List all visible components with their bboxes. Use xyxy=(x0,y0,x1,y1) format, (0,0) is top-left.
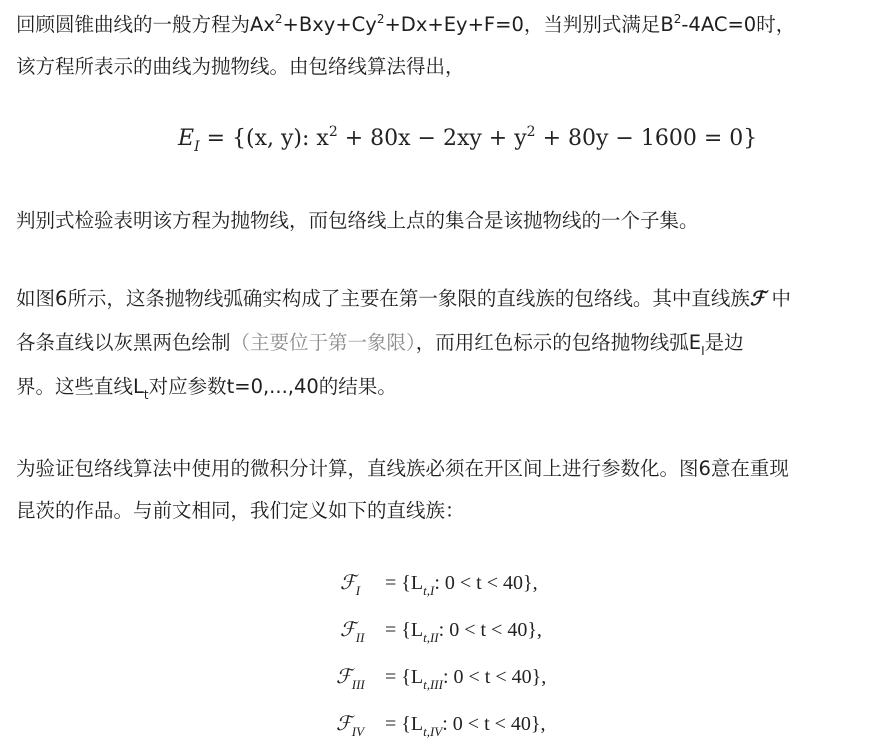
superscript: 2 xyxy=(274,12,283,26)
gray-annotation: （主要位于第一象限） xyxy=(230,331,416,354)
equation-lhs-sub: I xyxy=(194,139,200,155)
family-definition-1 xyxy=(340,570,538,598)
paragraph-3-line-3 xyxy=(16,372,397,404)
equation-part: = {(x, y): x xyxy=(199,126,329,151)
family-sub: III xyxy=(351,677,365,692)
family-body-sub: t,III xyxy=(423,677,443,692)
family-symbol: ℱ xyxy=(340,617,356,641)
text-segment: 判别式检验表明该方程为抛物线，而包络线上点的集合是该抛物线的一个子集。 xyxy=(16,209,699,232)
text-segment: 为验证包络线算法中使用的微积分计算，直线族必须在开区间上进行参数化。图6意在重现 xyxy=(16,457,789,480)
text-segment: ，而用红色标示的包络抛物线弧E xyxy=(415,331,702,354)
text-segment: -4AC=0时， xyxy=(681,13,796,36)
text-segment: +Bxy+Cy xyxy=(282,13,377,36)
text-segment: +Dx+Ey+F=0，当判别式满足B xyxy=(384,13,674,36)
family-body-end: : 0 < t < 40}, xyxy=(438,619,542,641)
subscript: t xyxy=(143,388,149,402)
superscript: 2 xyxy=(673,12,682,26)
text-segment: 对应参数t=0,...,40的结果。 xyxy=(148,375,397,398)
family-body-end: : 0 < t < 40}, xyxy=(442,666,547,688)
family-definition-3 xyxy=(336,664,547,692)
family-definition-2 xyxy=(340,617,542,645)
family-script-symbol: ℱ xyxy=(749,287,766,310)
envelope-equation xyxy=(178,124,758,155)
paragraph-2 xyxy=(16,206,699,236)
text-segment: 如图6所示，这条抛物线弧确实构成了主要在第一象限的直线族的包络线。其中直线族 xyxy=(16,287,750,310)
family-body xyxy=(385,666,547,692)
paragraph-4-line-2 xyxy=(16,496,465,526)
family-body-sub: t,IV xyxy=(423,724,443,739)
family-body-text: = {L xyxy=(385,619,424,641)
superscript: 2 xyxy=(376,12,385,26)
family-body xyxy=(385,713,546,739)
family-body-end: : 0 < t < 40}, xyxy=(434,572,538,594)
paragraph-4-line-1 xyxy=(16,454,789,484)
family-body-text: = {L xyxy=(385,713,424,735)
family-sub: I xyxy=(355,583,361,598)
family-body-sub: t,II xyxy=(423,630,439,645)
equation-sup: 2 xyxy=(328,124,338,140)
family-symbol: ℱ xyxy=(336,711,352,735)
family-name xyxy=(336,664,380,692)
text-segment: 该方程所表示的曲线为抛物线。由包络线算法得出， xyxy=(16,55,465,78)
text-segment: 各条直线以灰黑两色绘制 xyxy=(16,331,231,354)
family-symbol: ℱ xyxy=(340,570,356,594)
family-sub: IV xyxy=(351,724,365,739)
family-symbol: ℱ xyxy=(336,664,352,688)
family-body-text: = {L xyxy=(385,666,424,688)
family-name xyxy=(336,711,380,739)
family-name xyxy=(340,617,380,645)
family-name xyxy=(340,570,380,598)
text-segment: 是边 xyxy=(704,331,744,354)
equation-lhs: E xyxy=(178,126,195,151)
family-sub: II xyxy=(355,630,365,645)
paragraph-3-line-2 xyxy=(16,328,744,360)
paragraph-1-line-1 xyxy=(16,10,795,42)
equation-part: + 80y − 1600 = 0} xyxy=(535,126,758,151)
family-body-sub: t,I xyxy=(423,583,435,598)
family-body-text: = {L xyxy=(385,572,424,594)
text-segment: 界。这些直线L xyxy=(16,375,144,398)
family-definition-4 xyxy=(336,711,546,739)
paragraph-1-line-2 xyxy=(16,52,465,82)
equation-sup: 2 xyxy=(526,124,536,140)
text-segment: 昆茨的作品。与前文相同，我们定义如下的直线族： xyxy=(16,499,465,522)
family-body-end: : 0 < t < 40}, xyxy=(442,713,546,735)
text-segment: 回顾圆锥曲线的一般方程为Ax xyxy=(16,13,275,36)
text-segment: 中 xyxy=(765,287,791,310)
equation-part: + 80x − 2xy + y xyxy=(337,126,527,151)
subscript: I xyxy=(701,344,705,358)
family-body xyxy=(385,572,538,598)
family-body xyxy=(385,619,542,645)
paragraph-3-line-1 xyxy=(16,284,791,314)
